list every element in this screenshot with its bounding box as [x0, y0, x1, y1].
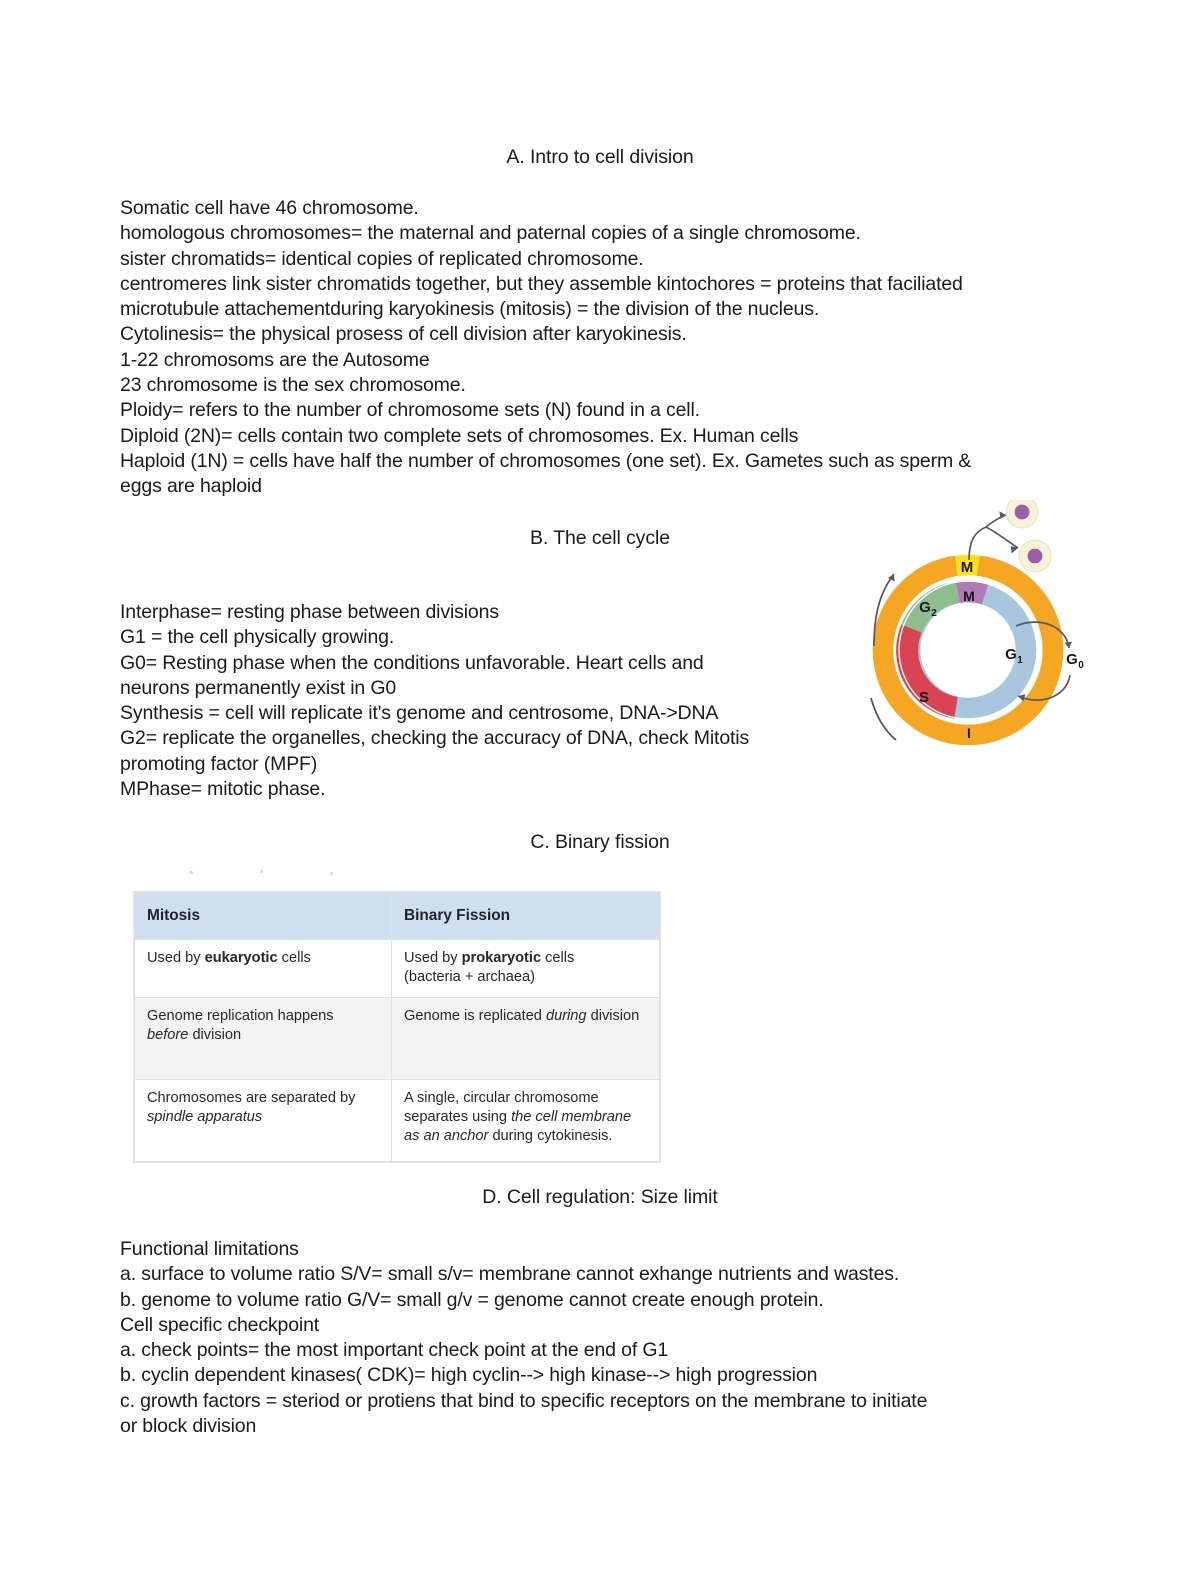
section-c-heading: C. Binary fission	[530, 831, 670, 853]
daughter-cell-upper-nucleus	[1015, 505, 1030, 520]
table-cell-binary-fission	[392, 1080, 660, 1162]
cell-cycle-diagram-figure	[868, 500, 1100, 762]
outer-ring-mitosis-label: M	[960, 559, 974, 576]
cell-text-plain: during cytokinesis.	[488, 1128, 613, 1144]
daughter-cell-lower	[1019, 540, 1051, 572]
text-line: Functional limitations	[120, 1238, 299, 1260]
section-b-heading: B. The cell cycle	[530, 527, 670, 549]
inner-ring-g2-label: G	[919, 599, 931, 616]
cell-text-plain: cells	[277, 950, 311, 966]
table-cell-binary-fission	[392, 940, 660, 998]
text-line: promoting factor (MPF)	[120, 752, 318, 775]
text-line: c. growth factors = steriod or protiens that bind to specific receptors on the membrane to initiate	[120, 1389, 928, 1412]
table-header-binary-fission: Binary Fission	[392, 893, 660, 940]
inner-ring-s-label: S	[918, 689, 930, 706]
mitosis-output-arrow-upper	[986, 511, 1006, 527]
section-a-body	[120, 196, 1080, 500]
cell-text-italic: spindle apparatus	[147, 1109, 263, 1125]
resting-phase-g0-label-group	[1066, 651, 1084, 671]
cell-text-italic: before	[147, 1027, 189, 1043]
section-d-heading: D. Cell regulation: Size limit	[482, 1186, 718, 1208]
section-a-heading: A. Intro to cell division	[506, 146, 694, 168]
daughter-cell-lower-nucleus	[1028, 549, 1043, 564]
text-line: microtubule attachementduring karyokinesis (mitosis) = the division of the nucleus.	[120, 298, 820, 321]
cell-text-italic: during	[545, 1008, 587, 1024]
text-line: Synthesis = cell will replicate it's genome and centrosome, DNA->DNA	[120, 702, 719, 725]
text-line: G0= Resting phase when the conditions unfavorable. Heart cells and	[120, 651, 704, 674]
cell-text-bold: eukaryotic	[204, 950, 278, 966]
text-line: 1-22 chromosoms are the Autosome	[120, 348, 430, 371]
daughter-cell-upper	[1006, 500, 1038, 528]
cell-text-plain: Chromosomes are separated by	[147, 1090, 356, 1106]
text-line: G2= replicate the organelles, checking the accuracy of DNA, check Mitotis	[120, 727, 750, 750]
table-row	[135, 940, 660, 998]
text-line: eggs are haploid	[120, 475, 262, 498]
inner-ring-g1-label: G	[1005, 646, 1017, 663]
text-line: Cytolinesis= the physical prosess of cell division after karyokinesis.	[120, 323, 687, 346]
text-line: sister chromatids= identical copies of replicated chromosome.	[120, 247, 644, 270]
cell-text-plain: division	[188, 1027, 242, 1043]
cell-text-plain: division	[586, 1008, 640, 1024]
mitosis-binary-fission-table	[134, 892, 660, 1162]
text-line: Diploid (2N)= cells contain two complete sets of chromosomes. Ex. Human cells	[120, 424, 799, 447]
text-line: homologous chromosomes= the maternal and paternal copies of a single chromosome.	[120, 222, 861, 245]
text-line: Ploidy= refers to the number of chromosome sets (N) found in a cell.	[120, 399, 700, 422]
text-line: a. surface to volume ratio S/V= small s/v= membrane cannot exhange nutrients and wastes.	[120, 1263, 900, 1286]
table-row	[135, 1080, 660, 1162]
inner-ring-g1-subscript: 1	[1017, 655, 1023, 666]
cell-text-plain: cells	[541, 950, 575, 966]
cell-text-plain: Used by	[147, 950, 205, 966]
text-line: MPhase= mitotic phase.	[120, 778, 326, 801]
table-row	[135, 998, 660, 1080]
table-cell-mitosis	[135, 940, 392, 998]
outer-ring-interphase-label: I	[967, 725, 971, 741]
scan-artifact-marks	[190, 869, 490, 879]
cell-text-plain: Genome replication happens	[147, 1008, 334, 1024]
table-cell-mitosis	[135, 1080, 392, 1162]
text-line: neurons permanently exist in G0	[120, 676, 397, 699]
inner-ring-s-arc	[907, 629, 956, 708]
text-line: b. genome to volume ratio G/V= small g/v = genome cannot create enough protein.	[120, 1288, 824, 1311]
table-cell-binary-fission	[392, 998, 660, 1080]
cell-text-bold: prokaryotic	[461, 950, 542, 966]
cell-text-secondary-line: (bacteria + archaea)	[404, 969, 536, 985]
text-line: Somatic cell have 46 chromosome.	[120, 197, 419, 219]
cell-text-plain: A single, circular chromosome separates using	[404, 1090, 599, 1125]
resting-phase-g0-label: G	[1066, 651, 1078, 668]
text-line: a. check points= the most important check point at the end of G1	[120, 1339, 669, 1362]
text-line: Interphase= resting phase between divisions	[120, 601, 499, 623]
table-header-mitosis: Mitosis	[135, 893, 392, 940]
section-d-body	[120, 1237, 1080, 1439]
section-b-body	[120, 600, 840, 802]
text-line: centromeres link sister chromatids together, but they assemble kintochores = proteins that faciliated	[120, 272, 963, 295]
cell-text-plain: Used by	[404, 950, 462, 966]
text-line: Cell specific checkpoint	[120, 1313, 320, 1336]
table-header-row	[135, 893, 660, 940]
table-cell-mitosis	[135, 998, 392, 1080]
text-line: b. cyclin dependent kinases( CDK)= high cyclin--> high kinase--> high progression	[120, 1364, 818, 1387]
inner-ring-m-label: M	[963, 588, 975, 604]
cell-cycle-diagram-svg	[868, 500, 1100, 762]
text-line: Haploid (1N) = cells have half the number of chromosomes (one set). Ex. Gametes such as sperm &	[120, 449, 972, 472]
cell-text-italic: the cell membrane as an anchor	[404, 1109, 632, 1144]
cell-text-plain: Genome is replicated	[404, 1008, 546, 1024]
inner-ring-g2-subscript: 2	[931, 608, 937, 619]
text-line: or block division	[120, 1415, 257, 1438]
text-line: G1 = the cell physically growing.	[120, 626, 395, 649]
mitosis-output-arrow-lower	[986, 527, 1018, 553]
text-line: 23 chromosome is the sex chromosome.	[120, 374, 466, 397]
resting-phase-g0-subscript: 0	[1078, 660, 1084, 671]
